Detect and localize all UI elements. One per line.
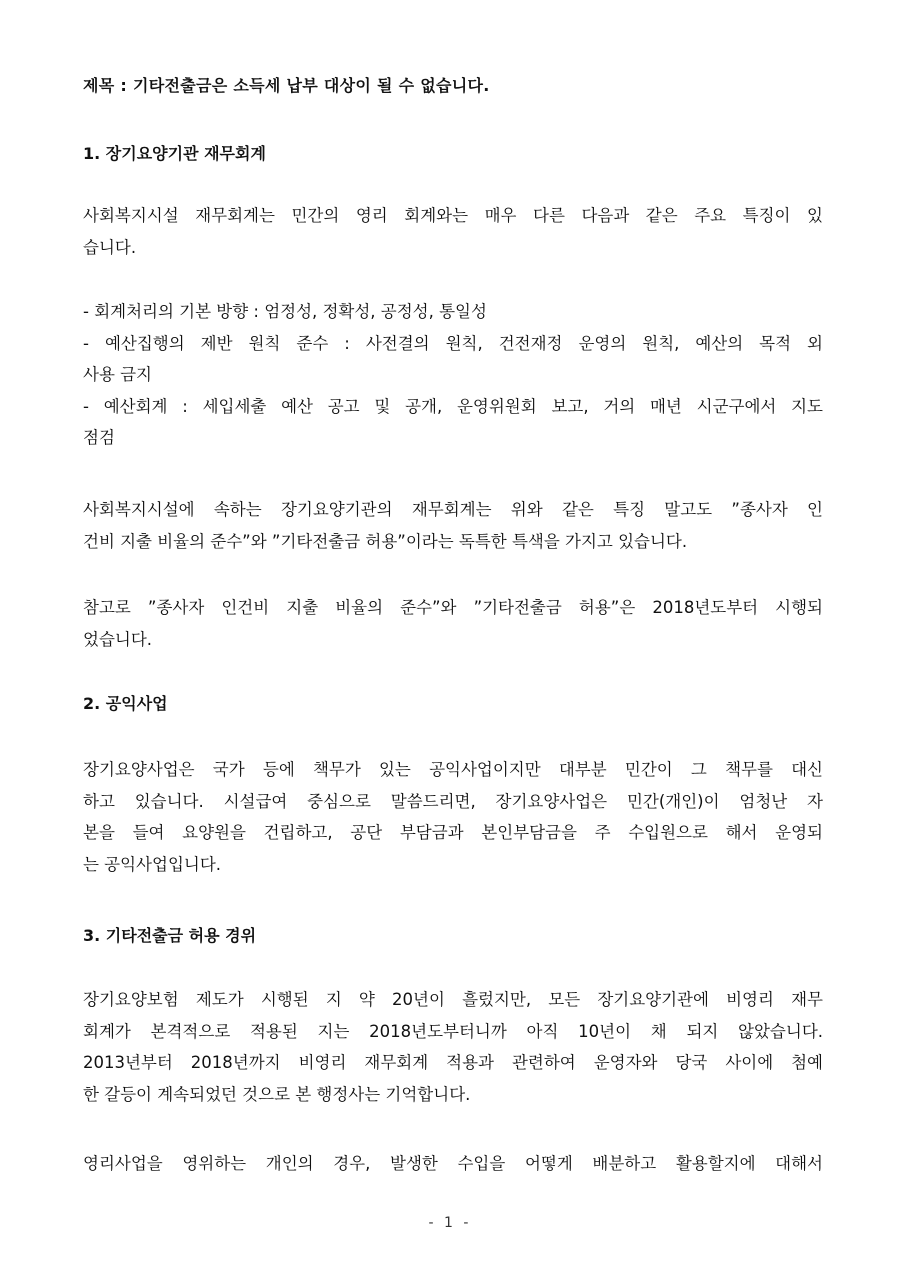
section-3-heading: 3. 기타전출금 허용 경위	[83, 926, 257, 945]
text-line: 하고 있습니다. 시설급여 중심으로 말씀드리면, 장기요양사업은 민간(개인)이 엄청난 자	[83, 791, 823, 811]
text-line: 한 갈등이 계속되었던 것으로 본 행정사는 기억합니다.	[83, 1084, 471, 1104]
bullet-line: - 예산회계 : 세입세출 예산 공고 및 공개, 운영위원회 보고, 거의 매년 시군구에서 지도	[83, 396, 823, 416]
page-number: - 1 -	[428, 1215, 472, 1231]
text-line: 건비 지출 비율의 준수”와 ”기타전출금 허용”이라는 독특한 특색을 가지고 있습니다.	[83, 531, 688, 551]
section-1-bullets	[83, 296, 823, 454]
text-line: 2013년부터 2018년까지 비영리 재무회계 적용과 관련하여 운영자와 당국 사이에 첨예	[83, 1053, 823, 1072]
section-3-paragraph	[83, 984, 823, 1110]
bullet-line: 점검	[83, 428, 115, 447]
text-line: 본을 들여 요양원을 건립하고, 공단 부담금과 본인부담금을 주 수입원으로 해서 운영되	[83, 823, 823, 842]
section-1-intro	[83, 200, 823, 263]
text-line: 영리사업을 영위하는 개인의 경우, 발생한 수입을 어떻게 배분하고 활용할지에 대해서	[83, 1154, 823, 1173]
text-line: 장기요양사업은 국가 등에 책무가 있는 공익사업이지만 대부분 민간이 그 책무를 대신	[83, 760, 823, 779]
text-line: 사회복지시설에 속하는 장기요양기관의 재무회계는 위와 같은 특징 말고도 ”종사자 인	[83, 500, 823, 519]
document-title: 제목 : 기타전출금은 소득세 납부 대상이 될 수 없습니다.	[83, 76, 490, 95]
section-1-paragraph-3	[83, 592, 823, 655]
bullet-line: - 예산집행의 제반 원칙 준수 : 사전결의 원칙, 건전재정 운영의 원칙, 예산의 목적 외	[83, 333, 823, 353]
section-2-paragraph	[83, 754, 823, 880]
text-line: 장기요양보험 제도가 시행된 지 약 20년이 흘렀지만, 모든 장기요양기관에 비영리 재무	[83, 990, 823, 1009]
text-line: 었습니다.	[83, 629, 153, 649]
section-1-heading: 1. 장기요양기관 재무회계	[83, 144, 266, 163]
bullet-line: 사용 금지	[83, 365, 153, 384]
section-2-heading: 2. 공익사업	[83, 694, 168, 713]
section-3-paragraph-2	[83, 1148, 823, 1180]
text-line: 는 공익사업입니다.	[83, 854, 222, 874]
text-line: 참고로 ”종사자 인건비 지출 비율의 준수”와 ”기타전출금 허용”은 2018년도부터 시행되	[83, 598, 823, 617]
section-1-paragraph-2	[83, 494, 823, 557]
text-line: 습니다.	[83, 237, 137, 257]
text-line: 회계가 본격적으로 적용된 지는 2018년도부터니까 아직 10년이 채 되지 않았습니다.	[83, 1021, 823, 1041]
bullet-line: - 회계처리의 기본 방향 : 엄정성, 정확성, 공정성, 통일성	[83, 302, 487, 321]
text-line: 사회복지시설 재무회계는 민간의 영리 회계와는 매우 다른 다음과 같은 주요 특징이 있	[83, 206, 823, 225]
